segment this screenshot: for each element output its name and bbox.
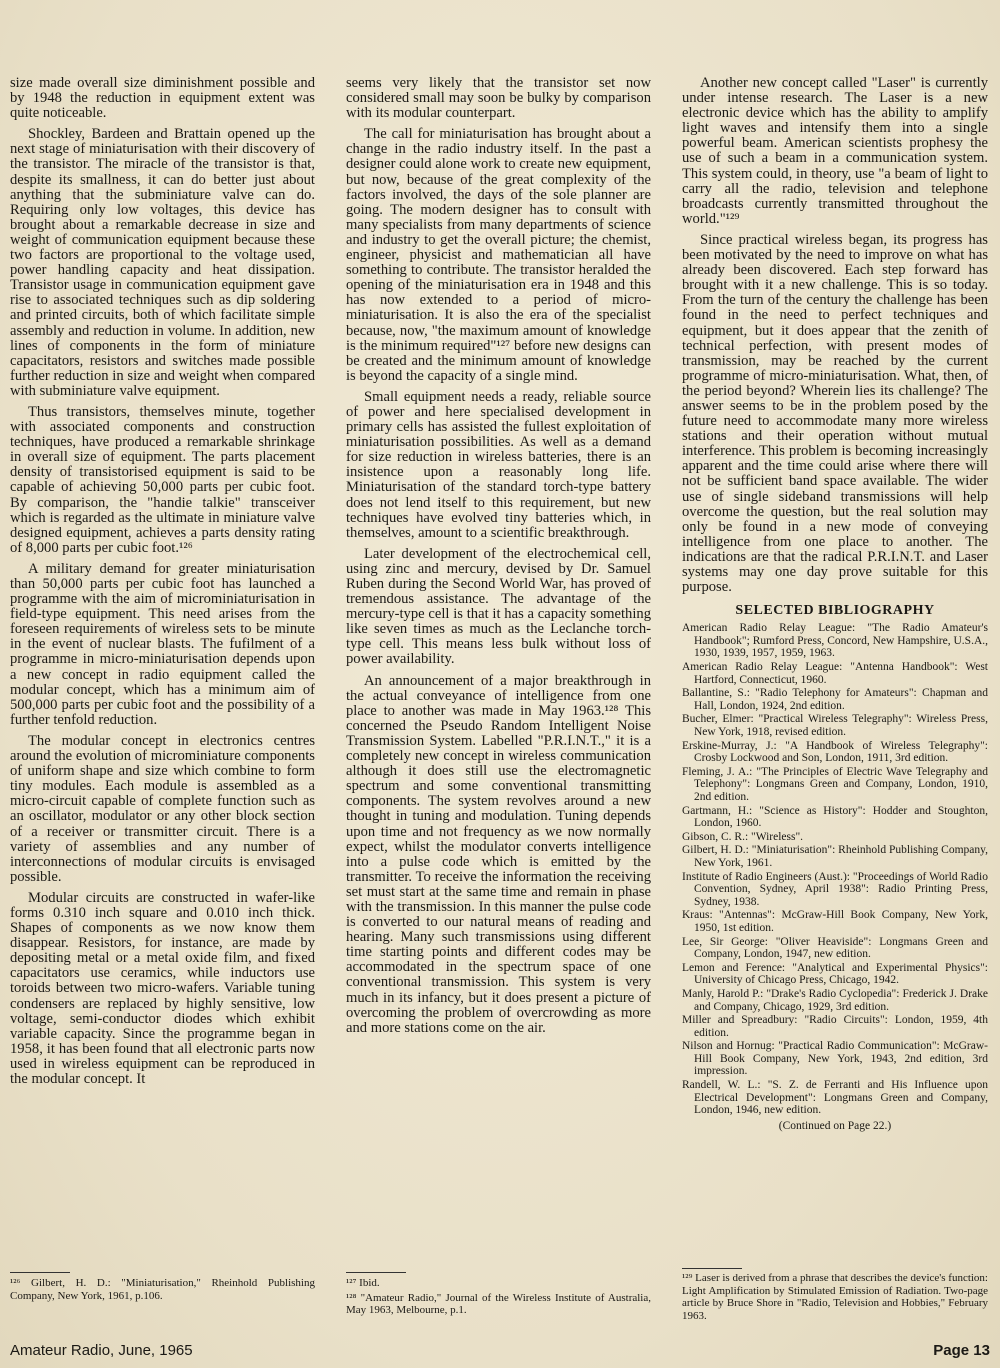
- bibliography-entry: Erskine-Murray, J.: "A Handbook of Wireless Telegraphy": Crosby Lockwood and Son, London, 1911, 3rd edition.: [682, 739, 988, 765]
- article-paragraph: Shockley, Bardeen and Brattain opened up the next stage of miniaturisation with their discovery of the transistor. The miracle of the transistor is that, despite its smallness, it can do better just about anything that the subminiature valve can do. Requiring only low voltages, this device has brought about a remarkable decrease in size and weight of communication equipment because these two factors are proportional to the voltage used, power handling capacity and heat dissipation. Transistor usage in communication equipment gave rise to associated techniques such as dip soldering and printed circuits, both of which facilitate simple assembly and reduction in volume. In addition, new lines of components in the form of miniature capacitators, resistors and switches made possible further reduction in size and weight when compared with subminiature valve equipment.: [10, 126, 315, 399]
- article-paragraph: The call for miniaturisation has brought about a change in the radio industry itself. In the past a designer could alone work to create new equipment, but now, because of the great complexity of the factors involved, the days of the sole planner are going. The modern designer has to consult with many specialists from many departments of science and industry to get the overall picture; the chemist, engineer, physicist and mathematician all have something to contribute. The transistor heralded the opening of the miniaturisation era in 1948 and this has now extended to a period of micro-miniaturisation. It is also the era of the specialist because, now, "the maximum amount of knowledge is the minimum required"¹²⁷ before new designs can be created and the minimum amount of knowledge is beyond the capacity of a single mind.: [346, 126, 651, 384]
- article-paragraph: size made overall size diminishment possible and by 1948 the reduction in equipment extent was quite noticeable.: [10, 75, 315, 122]
- article-paragraph: Modular circuits are constructed in wafer-like forms 0.310 inch square and 0.010 inch thick. Shapes of components as we now know them disappear. Resistors, for instance, are made by depositing metal or a metal oxide film, and fixed capacitators use ceramics, while inductors use toroids between two micro-wafers. Variable tuning condensers are replaced by highly sensitive, low voltage, semi-conductor diodes which exhibit variable capacity. Since the programme began in 1958, it has been found that all electronic parts now used in wireless equipment can be reproduced in the modular concept. It: [10, 889, 315, 1087]
- bibliography-entry: Gartmann, H.: "Science as History": Hodder and Stoughton, London, 1960.: [682, 804, 988, 830]
- footnote: ¹²⁶ Gilbert, H. D.: "Miniaturisation," Rheinhold Publishing Company, New York, 1961, p.106.: [10, 1277, 315, 1302]
- bibliography-entry: Gibson, C. R.: "Wireless".: [682, 830, 804, 843]
- bibliography-entry: Miller and Spreadbury: "Radio Circuits": London, 1959, 4th edition.: [682, 1014, 988, 1039]
- bibliography-entry: Fleming, J. A.: "The Principles of Electric Wave Telegraphy and Telephony": Longmans Green and Company, London, 1910, 2nd edition.: [682, 765, 988, 803]
- bibliography-entry: Lee, Sir George: "Oliver Heaviside": Longmans Green and Company, London, 1947, new edition.: [682, 935, 988, 961]
- article-column-2: [346, 76, 651, 1036]
- bibliography-entry: Kraus: "Antennas": McGraw-Hill Book Company, New York, 1950, 1st edition.: [682, 909, 988, 934]
- article-column-1: [10, 76, 315, 1087]
- article-paragraph: An announcement of a major breakthrough in the actual conveyance of intelligence from one place to another was made in May 1963.¹²⁸ This concerned the Pseudo Random Intelligent Noise Transmission System. Labelled "P.R.I.N.T.," it is a completely new concept in wireless communication although it does still use the electromagnetic spectrum and some conventional transmitting components. The system revolves around a new thought in tuning and modulation. Tuning depends upon time and not frequency as we now normally expect, whilst the modulator converts intelligence into a pulse code which is emitted by the transmitter. To receive the information the receiving set must start at the same time and remain in phase with the transmission. In this manner the pulse code is converted to our natural means of reading and hearing. Many such transmissions using different time starting points and different codes may be accommodated in the spectrum space of one conventional transmission. This system is very much in its infancy, but it does present a picture of overcoming the problem of overcrowding as more and more stations come on the air.: [346, 672, 651, 1036]
- article-paragraph: Since practical wireless began, its progress has been motivated by the need to improve on what has already been discovered. Each step forward has brought with it a new challenge. This is so today. From the turn of the century the challenge has been found in the need to perfect techniques and equipment, but it does appear that the zenith of technical perfection, with present modes of transmission, may be reached by the current programme of micro-miniaturisation. What, then, of the period beyond? Wherein lies its challenge? The answer seems to be in the problem posed by the future need to accommodate many more wireless stations and their operation without mutual interference. This problem is becoming increasingly apparent and the time could arise where there will not be sufficient band space available. The wider use of single sideband transmissions will help overcome the question, but the real solution may only be found in a new mode of conveying intelligence from one place to another. The indications are that the radical P.R.I.N.T. and Laser systems may one day prove suitable for this purpose.: [682, 231, 988, 596]
- footnote: ¹²⁷ Ibid.: [346, 1277, 380, 1289]
- bibliography-entry: Nilson and Hornug: "Practical Radio Communication": McGraw-Hill Book Company, New York, 1943, 2nd edition, 3rd impression.: [682, 1040, 988, 1078]
- footnote: ¹²⁹ Laser is derived from a phrase that describes the device's function: Light Amplification by Stimulated Emission of Radiation. Two-page article by Bruce Shore in "Radio, Television and Hobbies," February 1963.: [682, 1272, 988, 1322]
- footnote-rule: [10, 1272, 70, 1273]
- footnote-rule: [346, 1272, 406, 1273]
- bibliography-entry: Gilbert, H. D.: "Miniaturisation": Rheinhold Publishing Company, New York, 1961.: [682, 844, 988, 869]
- footnotes-column-1: [10, 1272, 315, 1304]
- bibliography-entry: Lemon and Ference: "Analytical and Experimental Physics": University of Chicago Press, Chicago, 1942.: [682, 961, 988, 987]
- bibliography-entry: Institute of Radio Engineers (Aust.): "Proceedings of World Radio Convention, Sydney, April 1938": Radio Printing Press, Sydney, 1938.: [682, 870, 988, 908]
- article-paragraph: seems very likely that the transistor set now considered small may soon be bulky by comparison with its modular counterpart.: [346, 75, 651, 122]
- article-paragraph: Thus transistors, themselves minute, together with associated components and construction techniques, have produced a remarkable shrinkage in overall size of equipment. The parts placement density of transistorised equipment is said to be capable of achieving 50,000 parts per cubic foot. By comparison, the "handie talkie" transceiver which is regarded as the ultimate in miniature valve designed equipment, achieves a parts density rating of 8,000 parts per cubic foot.¹²⁶: [10, 403, 315, 556]
- article-paragraph: A military demand for greater miniaturisation than 50,000 parts per cubic foot has launched a programme with the aim of microminiaturisation in field-type equipment. This need arises from the foreseen requirements of wireless sets to be minute in the event of nuclear blasts. The fufilment of a programme in micro-miniaturisation depends upon a new concept in radio equipment called the modular concept, which has a minimum aim of 500,000 parts per cubic foot and the possibility of a further tenfold reduction.: [10, 560, 315, 728]
- bibliography-entry: Manly, Harold P.: "Drake's Radio Cyclopedia": Frederick J. Drake and Company, Chicago, 1929, 3rd edition.: [682, 987, 988, 1013]
- publication-info: Amateur Radio, June, 1965: [10, 1342, 193, 1359]
- bibliography-entry: Randell, W. L.: "S. Z. de Ferranti and His Influence upon Electrical Development": Longmans Green and Company, London, 1946, new edition.: [682, 1079, 988, 1117]
- article-paragraph: Small equipment needs a ready, reliable source of power and here specialised development in primary cells has assisted the fullest exploitation of miniaturisation possibilities. As well as a demand for size reduction in wireless batteries, there is an insistence upon a reasonably long life. Miniaturisation of the standard torch-type battery does not lend itself to this requirement, but new techniques have evolved tiny batteries which, in themselves, amount to a scientific breakthrough.: [346, 388, 651, 541]
- footnotes-column-3: [682, 1268, 988, 1324]
- article-paragraph: The modular concept in electronics centres around the evolution of microminiature components of uniform shape and size which combine to form tiny modules. Each module is assembled as a micro-circuit capable of complete function such as an oscillator, modulator or any other block section of a receiver or transmitter circuit. There is a variety of assemblies and any number of interconnections of modular circuits is envisaged possible.: [10, 732, 315, 885]
- footnote-rule: [682, 1268, 742, 1269]
- bibliography-heading: SELECTED BIBLIOGRAPHY: [735, 603, 935, 619]
- article-paragraph: Later development of the electrochemical cell, using zinc and mercury, devised by Dr. Samuel Ruben during the Second World War, has proved of tremendous assistance. The advantage of the mercury-type cell is that it has a capacity something like seven times as much as the Leclanche torch-type cell. This means less bulk without loss of power availability.: [346, 545, 651, 668]
- article-paragraph: Another new concept called "Laser" is currently under intense research. The Laser is a new electronic device which has the ability to amplify light waves and intensify them into a single powerful beam. American scientists prophesy the use of such a beam in a communication system. This system could, in theory, use "a beam of light to carry all the radio, television and telephone broadcasts currently transmitted throughout the world."¹²⁹: [682, 75, 988, 227]
- continued-note: (Continued on Page 22.): [778, 1119, 892, 1132]
- footnote: ¹²⁸ "Amateur Radio," Journal of the Wireless Institute of Australia, May 1963, Melbourne, p.1.: [346, 1291, 651, 1316]
- footnotes-column-2: [346, 1272, 651, 1319]
- bibliography-list: [682, 622, 988, 1117]
- bibliography-entry: American Radio Relay League: "Antenna Handbook": West Hartford, Connecticut, 1960.: [682, 661, 988, 686]
- page-number: Page 13: [933, 1342, 990, 1359]
- article-column-3: [682, 76, 988, 1134]
- bibliography-entry: Ballantine, S.: "Radio Telephony for Amateurs": Chapman and Hall, London, 1924, 2nd edition.: [682, 687, 988, 712]
- bibliography-entry: Bucher, Elmer: "Practical Wireless Telegraphy": Wireless Press, New York, 1918, revised edition.: [682, 713, 988, 739]
- bibliography-entry: American Radio Relay League: "The Radio Amateur's Handbook"; Rumford Press, Concord, New Hampshire, U.S.A., 1930, 1939, 1957, 1959, 1963.: [682, 622, 988, 660]
